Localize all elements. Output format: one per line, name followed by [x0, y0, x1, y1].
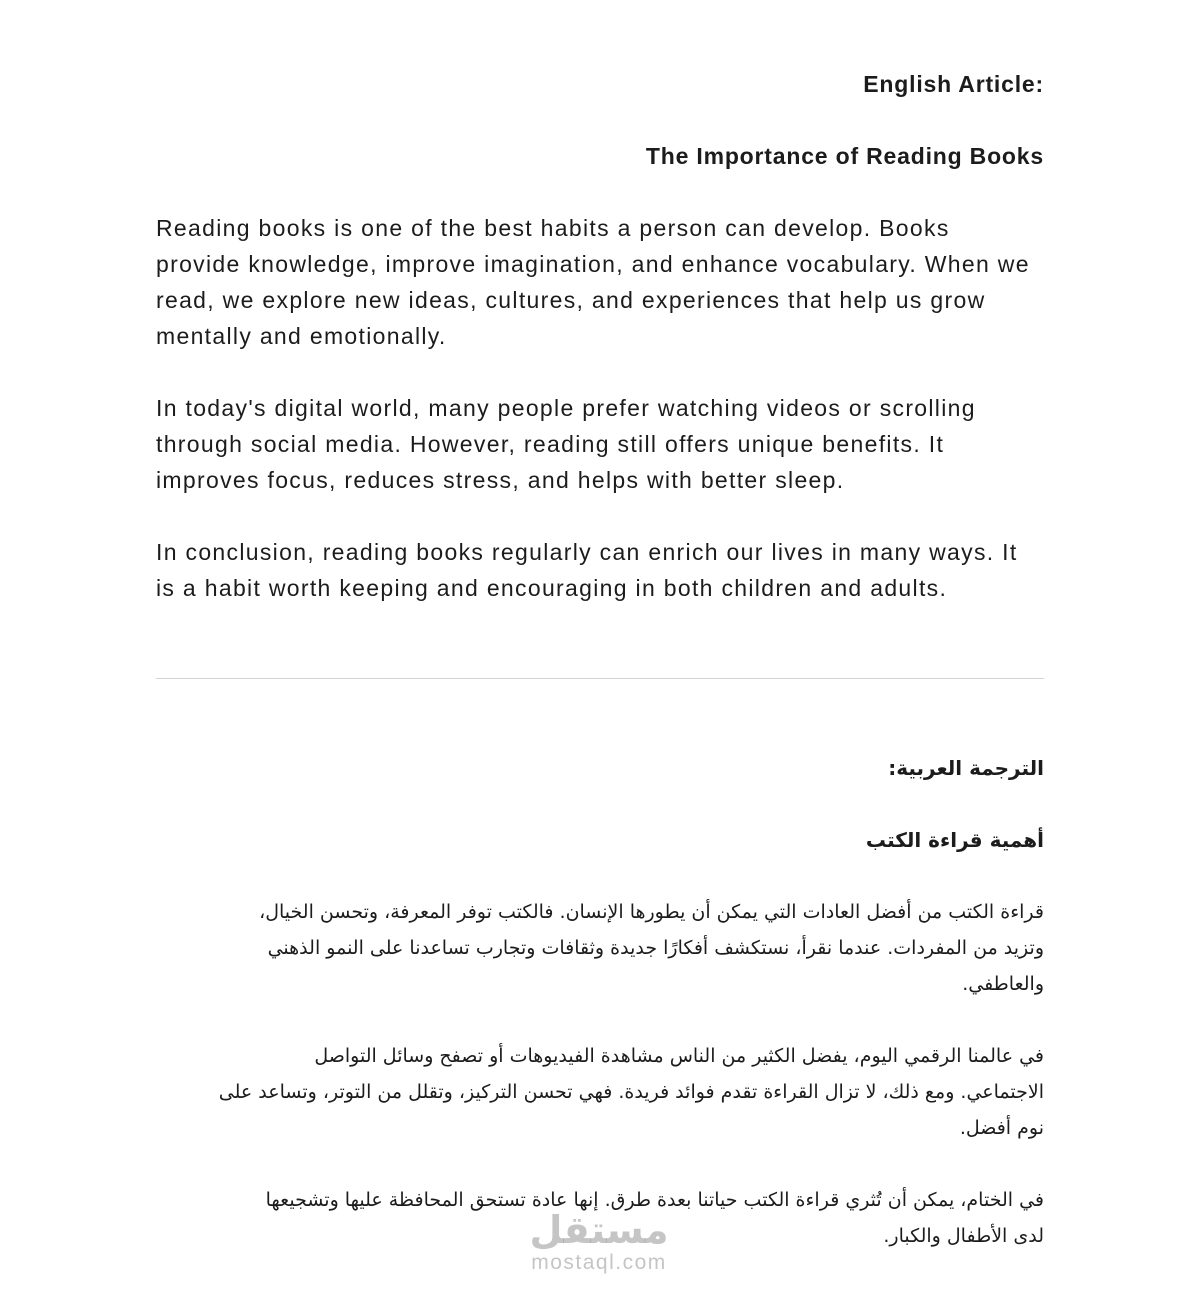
paragraph-line: In conclusion, reading books regularly can enrich our lives in many ways. It [156, 539, 1018, 565]
english-paragraph-3 [156, 534, 1044, 606]
paragraph-line: في الختام، يمكن أن تُثري قراءة الكتب حياتنا بعدة طرق. إنها عادة تستحق المحافظة عليها وتشجيعها [265, 1189, 1044, 1211]
document-page [156, 66, 1044, 1254]
paragraph-line: improves focus, reduces stress, and helps with better sleep. [156, 467, 845, 493]
paragraph-line: mentally and emotionally. [156, 323, 447, 349]
paragraph-line: الاجتماعي. ومع ذلك، لا تزال القراءة تقدم فوائد فريدة. فهي تحسن التركيز، وتقلل من التوتر، وتساعد على [218, 1081, 1044, 1103]
english-article [156, 66, 1044, 606]
paragraph-line: In today's digital world, many people prefer watching videos or scrolling [156, 395, 976, 421]
paragraph-line: وتزيد من المفردات. عندما نقرأ، نستكشف أفكارًا جديدة وثقافات وتجارب تساعدنا على النمو الذهني [267, 937, 1044, 959]
paragraph-line: قراءة الكتب من أفضل العادات التي يمكن أن يطورها الإنسان. فالكتب توفر المعرفة، وتحسن الخيال، [259, 901, 1044, 923]
paragraph-line: Reading books is one of the best habits a person can develop. Books [156, 215, 950, 241]
arabic-paragraph-2 [156, 1038, 1044, 1146]
english-paragraph-2 [156, 390, 1044, 498]
watermark-logo: مستقل [529, 1208, 669, 1252]
paragraph-line: في عالمنا الرقمي اليوم، يفضل الكثير من الناس مشاهدة الفيديوهات أو تصفح وسائل التواصل [314, 1045, 1044, 1067]
arabic-translation [156, 750, 1044, 1254]
arabic-section-label: الترجمة العربية: [888, 756, 1044, 780]
paragraph-line: والعاطفي. [962, 973, 1044, 995]
english-section-label: English Article: [863, 71, 1044, 97]
arabic-paragraph-1 [156, 894, 1044, 1002]
paragraph-line: read, we explore new ideas, cultures, and experiences that help us grow [156, 287, 986, 313]
english-paragraph-1 [156, 210, 1044, 354]
arabic-paragraph-3 [156, 1182, 1044, 1254]
watermark-domain: mostaql.com [531, 1251, 667, 1274]
paragraph-line: نوم أفضل. [959, 1117, 1044, 1139]
paragraph-line: through social media. However, reading still offers unique benefits. It [156, 431, 945, 457]
arabic-article-title: أهمية قراءة الكتب [865, 828, 1044, 852]
paragraph-line: is a habit worth keeping and encouraging in both children and adults. [156, 575, 948, 601]
english-article-title: The Importance of Reading Books [645, 143, 1044, 169]
paragraph-line: لدى الأطفال والكبار. [883, 1225, 1044, 1247]
paragraph-line: provide knowledge, improve imagination, and enhance vocabulary. When we [156, 251, 1030, 277]
section-divider [156, 678, 1044, 679]
